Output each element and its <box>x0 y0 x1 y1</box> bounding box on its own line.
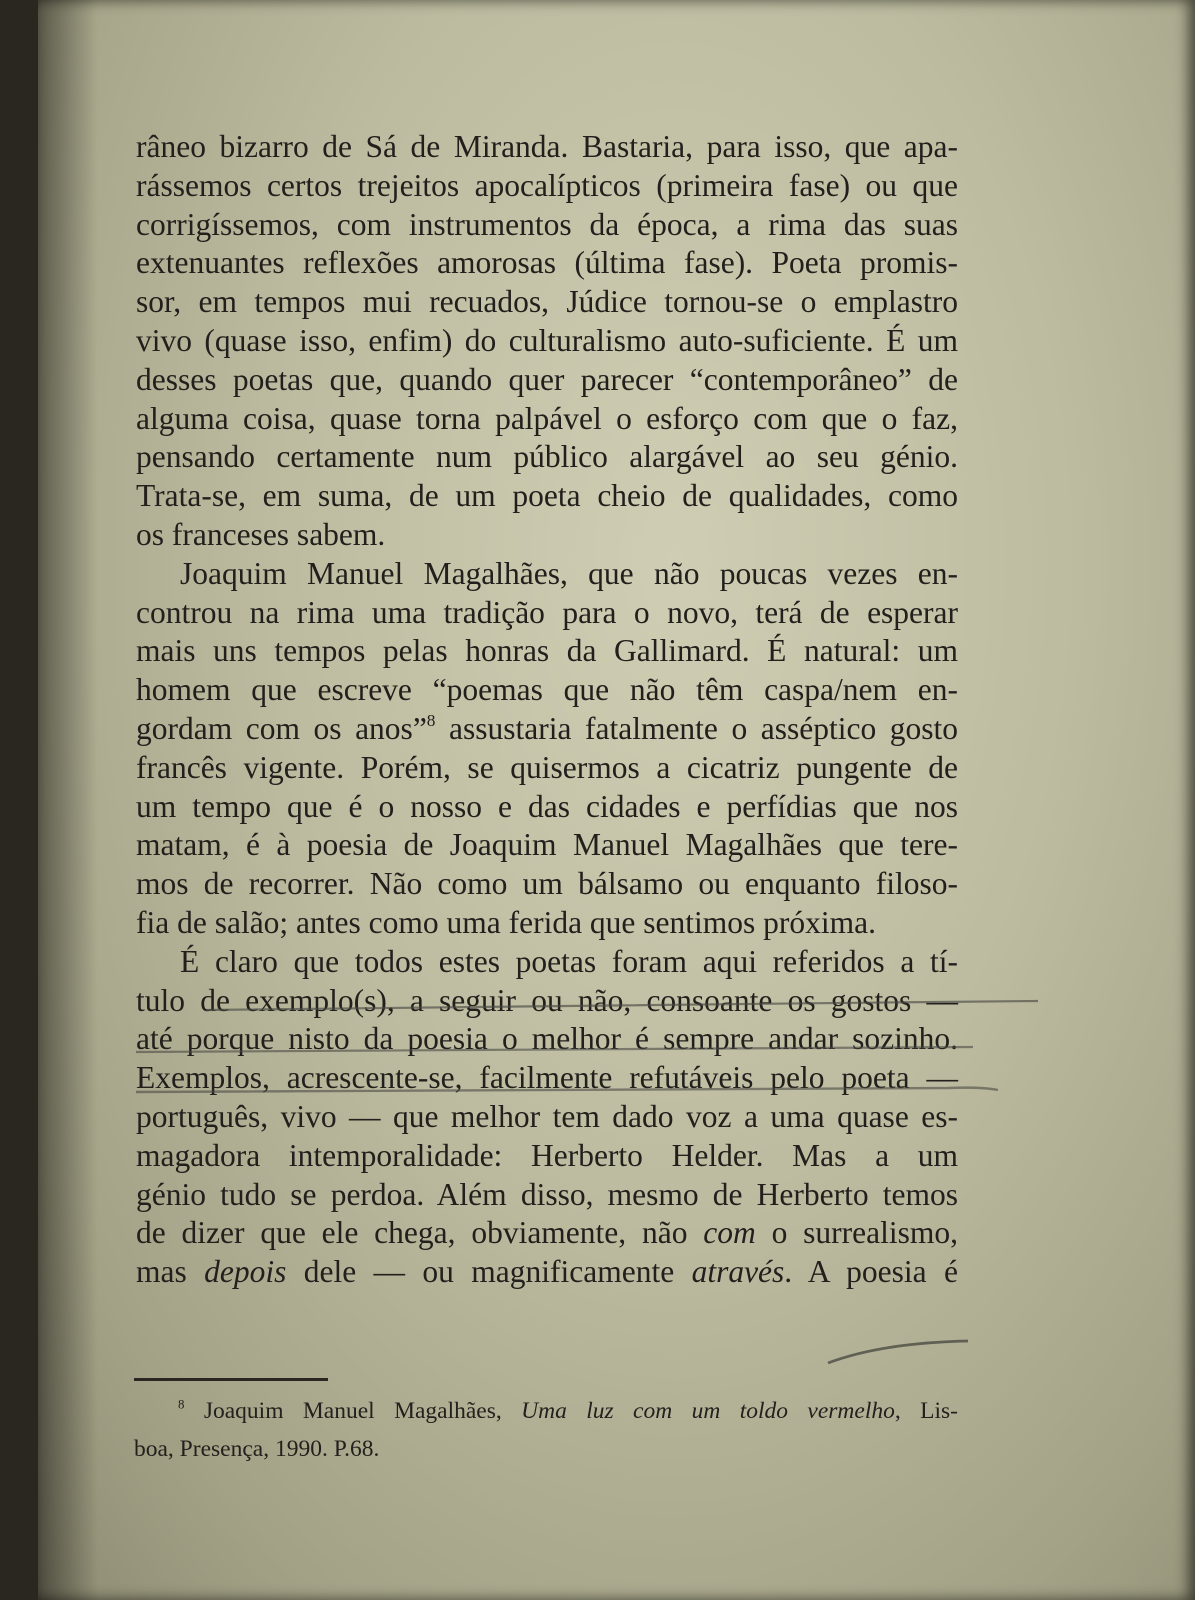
footnote-title: Uma luz com um toldo vermelho <box>521 1398 895 1424</box>
footnote-line <box>134 1392 958 1430</box>
text-line: Trata-se, em suma, de um poeta cheio de qualidades, como <box>136 478 958 514</box>
text-line: corrigíssemos, com instrumentos da época, a rima das suas <box>136 206 958 242</box>
book-page <box>38 0 1195 1600</box>
text-line: fia de salão; antes como uma ferida que sentimos próxima. <box>136 904 877 940</box>
text-line: os franceses sabem. <box>136 516 386 552</box>
text-line: râneo bizarro de Sá de Miranda. Bastaria, para isso, que apa- <box>136 129 958 164</box>
text-line: até porque nisto da poesia o melhor é sempre andar sozinho. <box>136 1021 958 1057</box>
text-segment: de dizer que ele chega, obviamente, não <box>136 1215 704 1251</box>
text-line: Exemplos, acrescente-se, facilmente refutáveis pelo poeta — <box>136 1060 958 1096</box>
text-line: mos de recorrer. Não como um bálsamo ou enquanto filoso- <box>136 866 958 902</box>
text-line: mais uns tempos pelas honras da Gallimard. É natural: um <box>136 633 958 669</box>
footnote <box>134 1392 958 1468</box>
italic-word: depois <box>204 1254 287 1290</box>
text-line: francês vigente. Porém, se quisermos a cicatriz pungente de <box>136 749 958 785</box>
footnote-divider <box>134 1378 328 1381</box>
text-line: É claro que todos estes poetas foram aqui referidos a tí- <box>180 943 958 979</box>
text-line: vivo (quase isso, enfim) do culturalismo auto-suficiente. É um <box>136 322 958 358</box>
text-line <box>136 710 958 749</box>
text-line: matam, é à poesia de Joaquim Manuel Magalhães que tere- <box>136 827 958 863</box>
text-line: sor, em tempos mui recuados, Júdice tornou-se o emplastro <box>136 284 958 320</box>
text-line: extenuantes reflexões amorosas (última fase). Poeta promis- <box>136 245 958 281</box>
text-line: alguma coisa, quase torna palpável o esforço com que o faz, <box>136 400 958 436</box>
footnote-text: , Lis- <box>894 1398 959 1424</box>
text-segment: gordam com os anos” <box>136 710 427 746</box>
text-line: controu na rima uma tradição para o novo, terá de esperar <box>136 594 958 630</box>
text-line: magadora intemporalidade: Herberto Helder. Mas a um <box>136 1137 958 1173</box>
text-line <box>136 1214 958 1253</box>
text-segment: assustaria fatalmente o asséptico gosto <box>435 710 958 746</box>
footnote-author: Joaquim Manuel Magalhães, <box>184 1398 522 1424</box>
italic-word: com <box>703 1215 756 1251</box>
text-line: tulo de exemplo(s), a seguir ou não, consoante os gostos — <box>136 982 958 1018</box>
text-line: rássemos certos trejeitos apocalípticos (primeira fase) ou que <box>136 167 958 203</box>
text-line: homem que escreve “poemas que não têm caspa/nem en- <box>136 672 958 708</box>
footnote-ref: 8 <box>426 710 436 730</box>
text-line: desses poetas que, quando quer parecer “contemporâneo” de <box>136 361 958 397</box>
body-text <box>136 128 958 1292</box>
text-line <box>136 1253 958 1292</box>
footnote-marker: 8 <box>178 1396 185 1412</box>
text-segment: . A poesia é <box>784 1254 958 1290</box>
footnote-line: boa, Presença, 1990. P.68. <box>134 1436 380 1462</box>
text-segment: mas <box>136 1254 205 1290</box>
italic-word: através <box>691 1254 785 1290</box>
page-spine-shadow <box>38 0 98 1600</box>
text-line: Joaquim Manuel Magalhães, que não poucas vezes en- <box>180 555 958 591</box>
text-segment: o surrealismo, <box>755 1215 958 1251</box>
text-segment: dele — ou magnificamente <box>286 1254 692 1290</box>
text-line: pensando certamente num público alargável ao seu génio. <box>136 439 958 475</box>
text-line: génio tudo se perdoa. Além disso, mesmo de Herberto temos <box>136 1176 958 1212</box>
text-line: português, vivo — que melhor tem dado voz a uma quase es- <box>136 1098 958 1134</box>
text-line: um tempo que é o nosso e das cidades e perfídias que nos <box>136 788 958 824</box>
